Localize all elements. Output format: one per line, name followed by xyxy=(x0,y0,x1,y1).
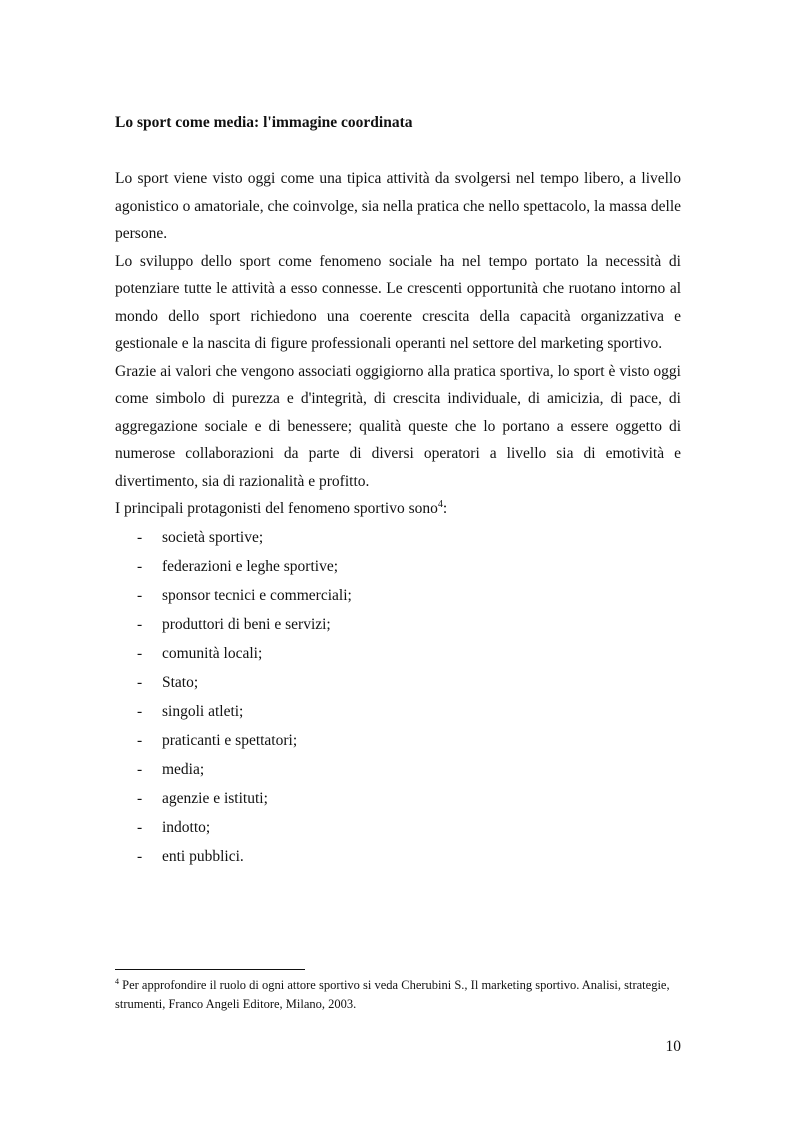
list-item xyxy=(115,842,681,871)
list-item-text: sponsor tecnici e commerciali; xyxy=(162,586,352,604)
list-item xyxy=(115,755,681,784)
footnote-text: Per approfondire il ruolo di ogni attore sportivo si veda Cherubini S., Il marketing sportivo. Analisi, strategie, strumenti, Franco Angeli Editore, Milano, 2003. xyxy=(115,978,670,1011)
list-item-text: società sportive; xyxy=(162,528,264,546)
list-item-text: Stato; xyxy=(162,673,199,691)
footnote-divider xyxy=(115,969,305,970)
list-item-text: enti pubblici. xyxy=(162,847,244,865)
footnote xyxy=(115,976,681,1014)
list-item xyxy=(115,610,681,639)
list-bullet-dash: - xyxy=(137,557,143,575)
list-bullet-dash: - xyxy=(137,586,143,604)
section-heading: Lo sport come media: l'immagine coordinata xyxy=(115,114,413,131)
list-bullet-dash: - xyxy=(137,644,143,662)
list-item xyxy=(115,639,681,668)
list-bullet-dash: - xyxy=(137,760,143,778)
list-item-text: federazioni e leghe sportive; xyxy=(162,557,339,575)
paragraph-values: Grazie ai valori che vengono associati oggigiorno alla pratica sportiva, lo sport è visto oggi come simbolo di purezza e d'integrità, di crescita individuale, di amicizia, di pace, di aggregazione sociale e di benessere; qualità queste che lo portano a essere oggetto di numerose collaborazioni da parte di diversi operatori a livello sia di emotività e divertimento, sia di razionalità e profitto. xyxy=(115,362,681,490)
list-item xyxy=(115,697,681,726)
list-bullet-dash: - xyxy=(137,847,143,865)
footnote-reference[interactable]: 4 xyxy=(437,498,443,510)
protagonists-list xyxy=(115,523,681,871)
list-item-text: produttori di beni e servizi; xyxy=(162,615,331,633)
list-bullet-dash: - xyxy=(137,615,143,633)
list-item xyxy=(115,668,681,697)
list-bullet-dash: - xyxy=(137,789,143,807)
paragraph-development: Lo sviluppo dello sport come fenomeno sociale ha nel tempo portato la necessità di potenziare tutte le attività a esso connesse. Le crescenti opportunità che ruotano intorno al mondo dello sport richiedono una coerente crescita della capacità organizzativa e gestionale e la nascita di figure professionali operanti nel settore del marketing sportivo. xyxy=(115,252,681,352)
list-bullet-dash: - xyxy=(137,731,143,749)
list-item-text: singoli atleti; xyxy=(162,702,244,720)
list-item xyxy=(115,552,681,581)
page-number: 10 xyxy=(665,1038,681,1055)
list-item xyxy=(115,784,681,813)
paragraph-intro: Lo sport viene visto oggi come una tipica attività da svolgersi nel tempo libero, a livello agonistico o amatoriale, che coinvolge, sia nella pratica che nello spettacolo, la massa delle persone. xyxy=(115,170,681,242)
list-bullet-dash: - xyxy=(137,818,143,836)
list-item xyxy=(115,813,681,842)
list-bullet-dash: - xyxy=(137,528,143,546)
footnote-number: 4 xyxy=(115,976,119,986)
list-item xyxy=(115,523,681,552)
list-item-text: indotto; xyxy=(162,818,211,836)
list-item xyxy=(115,726,681,755)
list-item-text: praticanti e spettatori; xyxy=(162,731,298,749)
list-item-text: media; xyxy=(162,760,205,778)
list-intro-text: I principali protagonisti del fenomeno sportivo sono xyxy=(115,500,438,517)
body-text xyxy=(115,165,681,871)
list-item-text: comunità locali; xyxy=(162,644,263,662)
list-bullet-dash: - xyxy=(137,673,143,691)
list-item xyxy=(115,581,681,610)
list-item-text: agenzie e istituti; xyxy=(162,789,268,807)
list-intro-suffix: : xyxy=(442,500,448,517)
list-intro xyxy=(115,495,681,523)
list-bullet-dash: - xyxy=(137,702,143,720)
